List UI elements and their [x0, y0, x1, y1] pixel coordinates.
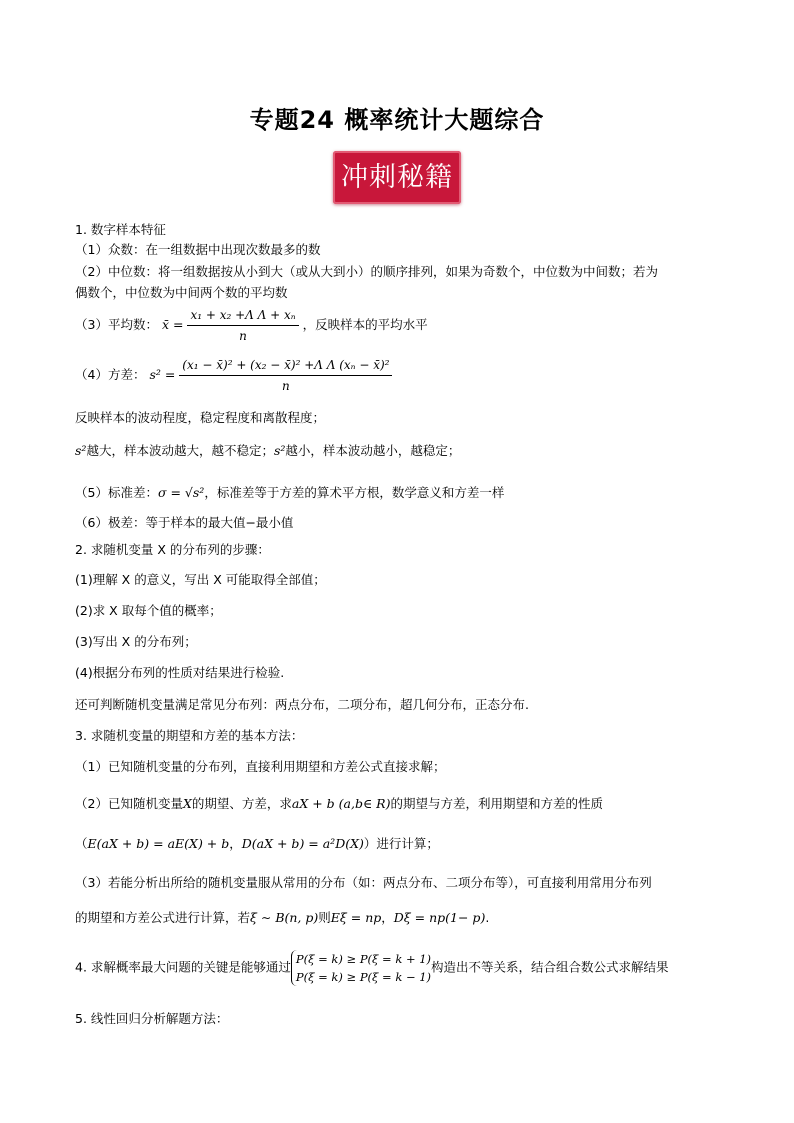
- section3-heading: 3. 求随机变量的期望和方差的基本方法：: [75, 728, 304, 743]
- method-3-line1: （3）若能分析出所给的随机变量服从常用的分布（如：两点分布、二项分布等），可直接利用常用分布列: [75, 875, 652, 890]
- range-definition: （6）极差：等于样本的最大值−最小值: [75, 515, 294, 530]
- mean-denominator: n: [239, 329, 247, 343]
- variable-x: X: [182, 796, 192, 811]
- page-title: 专题24 概率统计大题综合: [249, 106, 545, 134]
- mean-lhs: x̄ =: [161, 317, 184, 332]
- larger-variance-text: 越大，样本波动越大，越不稳定；: [86, 443, 274, 458]
- inequality-system: [291, 950, 431, 986]
- variance-property: D(aX + b) = a²D(X): [241, 836, 364, 851]
- method-3-line2: [75, 909, 489, 927]
- mode-definition: （1）众数：在一组数据中出现次数最多的数: [75, 242, 321, 257]
- method-2-line2: [75, 835, 439, 853]
- binomial-expectation: Eξ = np: [330, 910, 382, 925]
- smaller-variance-text: 越小，样本波动越小，越稳定；: [285, 443, 461, 458]
- mean-definition: [75, 306, 428, 345]
- common-distributions-note: 还可判断随机变量满足常见分布列：两点分布，二项分布，超几何分布，正态分布.: [75, 697, 529, 712]
- step-1: (1)理解 X 的意义，写出 X 可能取得全部值；: [75, 572, 326, 587]
- mean-label: （3）平均数：: [75, 317, 158, 332]
- step-4: (4)根据分布列的性质对结果进行检验.: [75, 665, 285, 680]
- section4-suffix: 构造出不等关系，结合组合数公式求解结果: [431, 959, 669, 975]
- inequality-2: P(ξ = k) ≥ P(ξ = k − 1): [295, 970, 432, 984]
- variance-size-note: [75, 442, 460, 460]
- mean-note: ，反映样本的平均水平: [302, 317, 428, 332]
- comma: ，: [381, 910, 394, 925]
- variance-description: 反映样本的波动程度，稳定程度和离散程度；: [75, 410, 326, 425]
- section4-line: [75, 950, 669, 986]
- method-2-text-b: 的期望、方差，求: [191, 796, 292, 811]
- expectation-property: E(aX + b) = aE(X) + b: [87, 836, 230, 851]
- variance-fraction: [179, 356, 392, 395]
- binomial-distribution: ξ ∼ B(n, p): [250, 910, 319, 925]
- method-2-text-a: （2）已知随机变量: [75, 796, 183, 811]
- mean-numerator: x₁ + x₂ +Λ Λ + xₙ: [187, 306, 298, 326]
- sprint-tips-stamp: [333, 151, 461, 204]
- std-deviation-definition: [75, 484, 504, 502]
- mean-fraction: [187, 306, 298, 345]
- method-2-text-end: ）进行计算；: [363, 836, 439, 851]
- variance-denominator: n: [282, 379, 290, 393]
- stamp-text: 冲刺秘籍: [341, 162, 453, 193]
- variance-numerator: (x₁ − x̄)² + (x₂ − x̄)² +Λ Λ (xₙ − x̄)²: [179, 356, 392, 376]
- section4-prefix: 4. 求解概率最大问题的关键是能够通过: [75, 959, 291, 975]
- std-label: （5）标准差：: [75, 485, 158, 500]
- section2-heading: 2. 求随机变量 X 的分布列的步骤：: [75, 542, 270, 557]
- method-3-text-b: 的期望和方差公式进行计算，若: [75, 910, 251, 925]
- method-2-text-c: 的期望与方差，利用期望和方差的性质: [390, 796, 603, 811]
- step-2: (2)求 X 取每个值的概率；: [75, 603, 222, 618]
- period: .: [485, 910, 490, 925]
- variance-label: （4）方差：: [75, 367, 146, 382]
- method-3-then: 则: [318, 910, 331, 925]
- variance-lhs: s² =: [149, 367, 176, 382]
- variance-definition: [75, 356, 392, 395]
- section5-heading: 5. 线性回归分析解题方法：: [75, 1011, 229, 1026]
- comma: ，: [229, 836, 242, 851]
- median-definition-line2: 偶数个，中位数为中间两个数的平均数: [75, 285, 288, 300]
- median-definition-line1: （2）中位数：将一组数据按从小到大（或从大到小）的顺序排列，如果为奇数个，中位数为中间数；若为: [75, 264, 658, 279]
- binomial-variance: Dξ = np(1− p): [393, 910, 486, 925]
- section1-heading: 1. 数字样本特征: [75, 222, 166, 237]
- inequality-1: P(ξ = k) ≥ P(ξ = k + 1): [295, 952, 432, 966]
- std-note: ，标准差等于方差的算术平方根，数学意义和方差一样: [204, 485, 505, 500]
- std-formula: σ = √s²: [157, 485, 205, 500]
- method-1: （1）已知随机变量的分布列，直接利用期望和方差公式直接求解；: [75, 759, 446, 774]
- s-squared-symbol: s²: [75, 443, 87, 458]
- step-3: (3)写出 X 的分布列；: [75, 634, 197, 649]
- linear-transform-expr: aX + b (a,b∈ R): [291, 796, 391, 811]
- open-paren: （: [75, 836, 88, 851]
- s-squared-symbol: s²: [273, 443, 286, 458]
- method-2-line1: [75, 795, 603, 813]
